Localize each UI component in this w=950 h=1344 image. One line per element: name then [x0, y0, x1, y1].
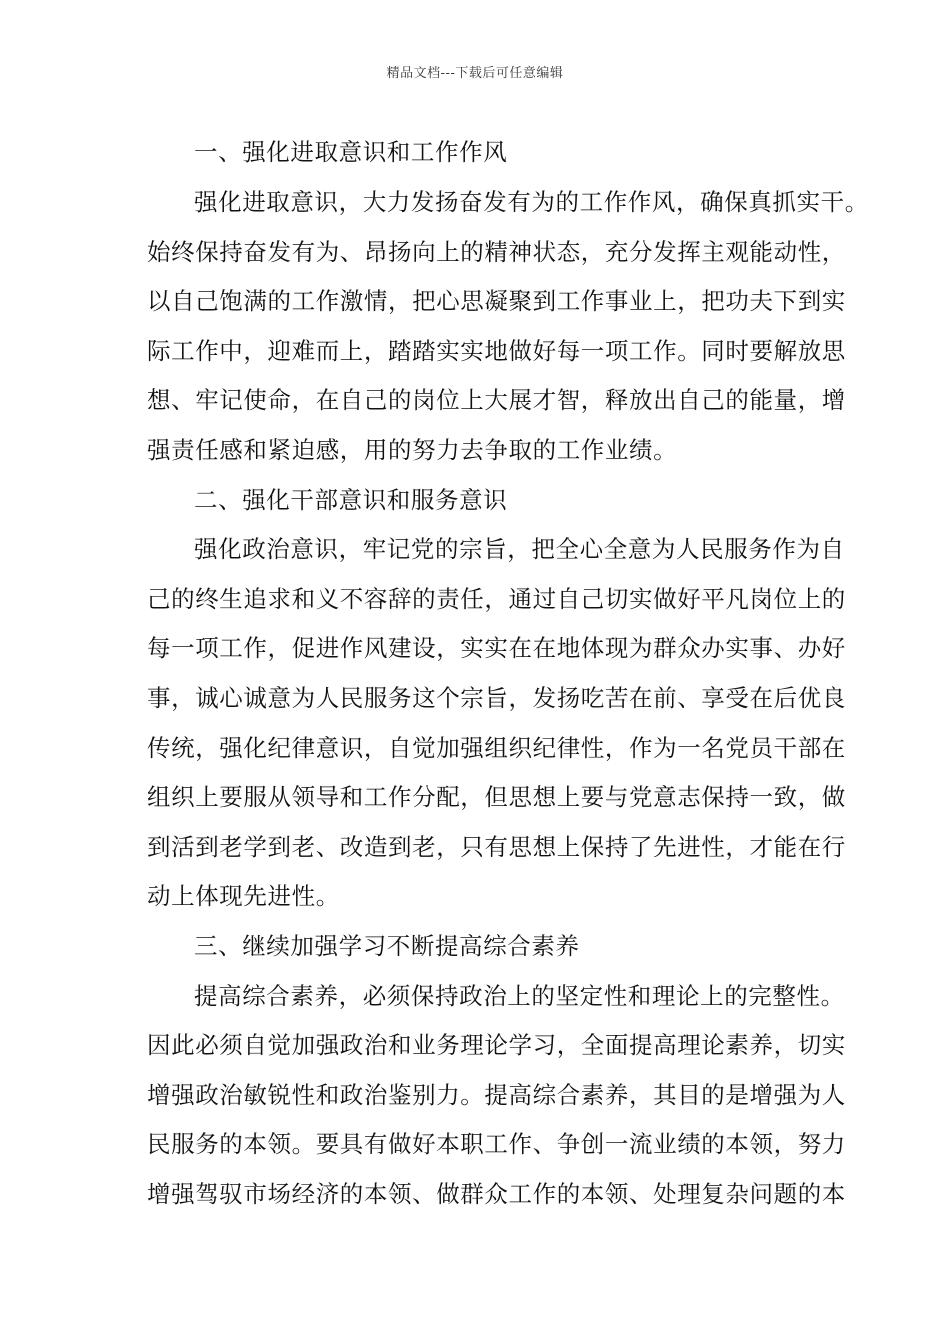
paragraph-line: 提高综合素养，必须保持政治上的坚定性和理论上的完整性。 — [194, 982, 845, 1010]
paragraph-line: 事，诚心诚意为人民服务这个宗旨，发扬吃苦在前、享受在后优良 — [147, 684, 846, 712]
paragraph-line: 增强政治敏锐性和政治鉴别力。提高综合素养，其目的是增强为人 — [147, 1081, 846, 1109]
paragraph-line: 强化进取意识，大力发扬奋发有为的工作作风，确保真抓实干。 — [194, 188, 869, 216]
paragraph-line: 组织上要服从领导和工作分配，但思想上要与党意志保持一致，做 — [147, 783, 846, 811]
paragraph-line: 强化政治意识，牢记党的宗旨，把全心全意为人民服务作为自 — [194, 535, 845, 563]
paragraph-line: 以自己饱满的工作激情，把心思凝聚到工作事业上，把功夫下到实 — [147, 287, 846, 315]
paragraph-line: 动上体现先进性。 — [147, 882, 340, 910]
paragraph-line: 强责任感和紧迫感，用的努力去争取的工作业绩。 — [147, 436, 678, 464]
paragraph-line: 传统，强化纪律意识，自觉加强组织纪律性，作为一名党员干部在 — [147, 734, 846, 762]
paragraph-line: 想、牢记使命，在自己的岗位上大展才智，释放出自己的能量，增 — [147, 386, 846, 414]
section-heading: 二、强化干部意识和服务意识 — [194, 486, 508, 514]
paragraph-line: 际工作中，迎难而上，踏踏实实地做好每一项工作。同时要解放思 — [147, 337, 846, 365]
paragraph-line: 己的终生追求和义不容辞的责任，通过自己切实做好平凡岗位上的 — [147, 585, 846, 613]
section-heading: 一、强化进取意识和工作作风 — [194, 138, 508, 166]
section-heading: 三、继续加强学习不断提高综合素养 — [194, 932, 580, 960]
page-header: 精品文档---下载后可任意编辑 — [386, 66, 564, 81]
paragraph-line: 始终保持奋发有为、昂扬向上的精神状态，充分发挥主观能动性， — [147, 238, 846, 266]
paragraph-line: 民服务的本领。要具有做好本职工作、争创一流业绩的本领，努力 — [147, 1130, 846, 1158]
paragraph-line: 每一项工作，促进作风建设，实实在在地体现为群众办实事、办好 — [147, 634, 846, 662]
paragraph-line: 因此必须自觉加强政治和业务理论学习，全面提高理论素养，切实 — [147, 1031, 846, 1059]
paragraph-line: 增强驾驭市场经济的本领、做群众工作的本领、处理复杂问题的本 — [147, 1180, 846, 1208]
paragraph-line: 到活到老学到老、改造到老，只有思想上保持了先进性，才能在行 — [147, 833, 846, 861]
